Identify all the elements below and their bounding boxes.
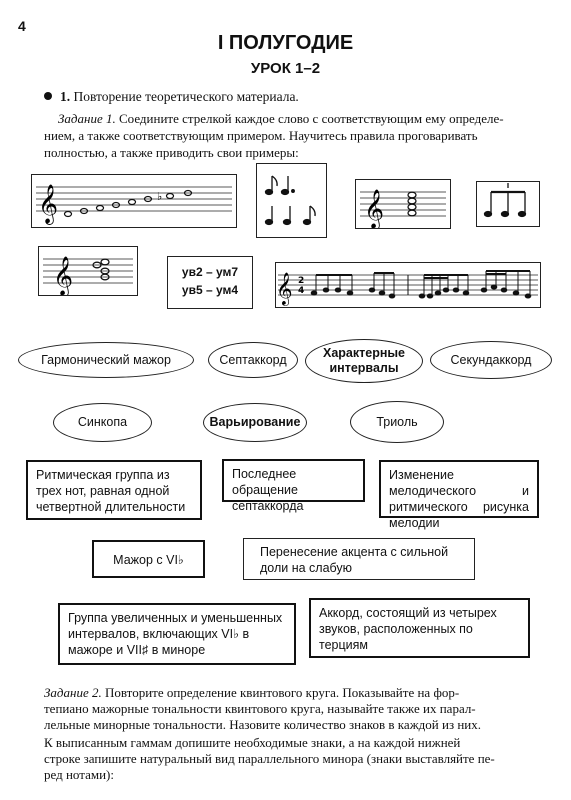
section-heading — [44, 89, 299, 105]
page-title: I ПОЛУГОДИЕ — [217, 32, 354, 54]
definition-second-chord: Последнее обращение септаккорда — [222, 459, 365, 502]
task3-line-1: К выписанным гаммам допишите необходимые знаки, а на каждой нижней — [44, 735, 461, 750]
bullet-icon — [44, 92, 52, 100]
scale-notation-icon — [32, 175, 236, 227]
definition-triplet: Ритмическая группа из трех нот, равная одной четвертной длительности — [26, 460, 202, 520]
task2-paragraph — [44, 685, 544, 733]
triplet-notation-icon — [477, 182, 539, 226]
term-characteristic-intervals: Характерные интервалы — [305, 339, 423, 383]
term-seventh-chord: Септаккорд — [208, 342, 298, 378]
term-syncopation: Синкопа — [53, 403, 152, 442]
svg-text:𝄞: 𝄞 — [364, 189, 385, 228]
section-number: 1. — [60, 89, 71, 104]
task3-paragraph — [44, 735, 544, 783]
task3-line-2: строке запишите натуральный вид параллельного минора (знаки выставляйте пе- — [44, 751, 495, 766]
melody-notation-icon — [276, 263, 540, 307]
example-triplet — [476, 181, 540, 227]
example-rhythm-triplet — [256, 163, 327, 238]
example-seventh-chord — [355, 179, 451, 229]
interval-pair-1: ув2 – ум7 — [181, 265, 239, 279]
svg-text:𝄞: 𝄞 — [53, 256, 74, 295]
task1-line-3: полностью, а также приводить свои примеры: — [44, 145, 299, 160]
term-second-chord: Секундаккорд — [430, 341, 552, 379]
example-intervals — [167, 256, 253, 309]
task2-line-2: тепиано мажорные тональности квинтового круга, называйте также их парал- — [44, 701, 476, 716]
task2-label: Задание 2. — [44, 685, 102, 700]
task1-label: Задание 1. — [58, 111, 116, 126]
task1-line-1: Соедините стрелкой каждое слово с соответствующим ему определе- — [118, 111, 504, 126]
page-number: 4 — [18, 18, 26, 34]
task3-line-3: ред нотами): — [44, 767, 114, 782]
lesson-subtitle: УРОК 1–2 — [250, 60, 321, 77]
svg-text:𝄞: 𝄞 — [276, 272, 293, 305]
example-melody — [275, 262, 541, 308]
term-variation: Варьирование — [203, 403, 307, 442]
time-signature-bottom: 4 — [298, 286, 305, 296]
example-second-chord — [38, 246, 138, 296]
task2-line-3: лельные минорные тональности. Назовите количество знаков в каждой из них. — [44, 717, 482, 732]
task2-line-1: Повторите определение квинтового круга. Показывайте на фор- — [104, 685, 460, 700]
chord-notation-icon — [356, 180, 450, 228]
definition-variation: Изменение мелодического и ритмического рисунка мелодии — [379, 460, 539, 518]
interval-pair-2: ув5 – ум4 — [181, 283, 239, 297]
section-text: Повторение теоретического материала. — [73, 89, 299, 104]
svg-text:♭: ♭ — [157, 190, 163, 203]
term-triplet: Триоль — [350, 401, 444, 443]
task1-paragraph — [44, 110, 544, 161]
example-scale-staff — [31, 174, 237, 228]
rhythm-notation-icon — [257, 164, 326, 237]
term-harmonic-major: Гармонический мажор — [18, 342, 194, 378]
definition-characteristic-intervals: Группа увеличенных и уменьшенных интервалов, включающих VI♭ в мажоре и VII♯ в миноре — [58, 603, 296, 665]
svg-text:𝄞: 𝄞 — [38, 184, 59, 224]
definition-harmonic-major: Мажор с VI♭ — [92, 540, 205, 578]
time-signature-top: 2 — [298, 276, 305, 286]
definition-seventh-chord: Аккорд, состоящий из четырех звуков, расположенных по терциям — [309, 598, 530, 658]
second-chord-notation-icon — [39, 247, 137, 295]
definition-syncopation: Перенесение акцента с сильной доли на слабую — [243, 538, 475, 580]
task1-line-2: нием, а также соответствующим примером. Научитесь правила проговаривать — [44, 128, 478, 143]
